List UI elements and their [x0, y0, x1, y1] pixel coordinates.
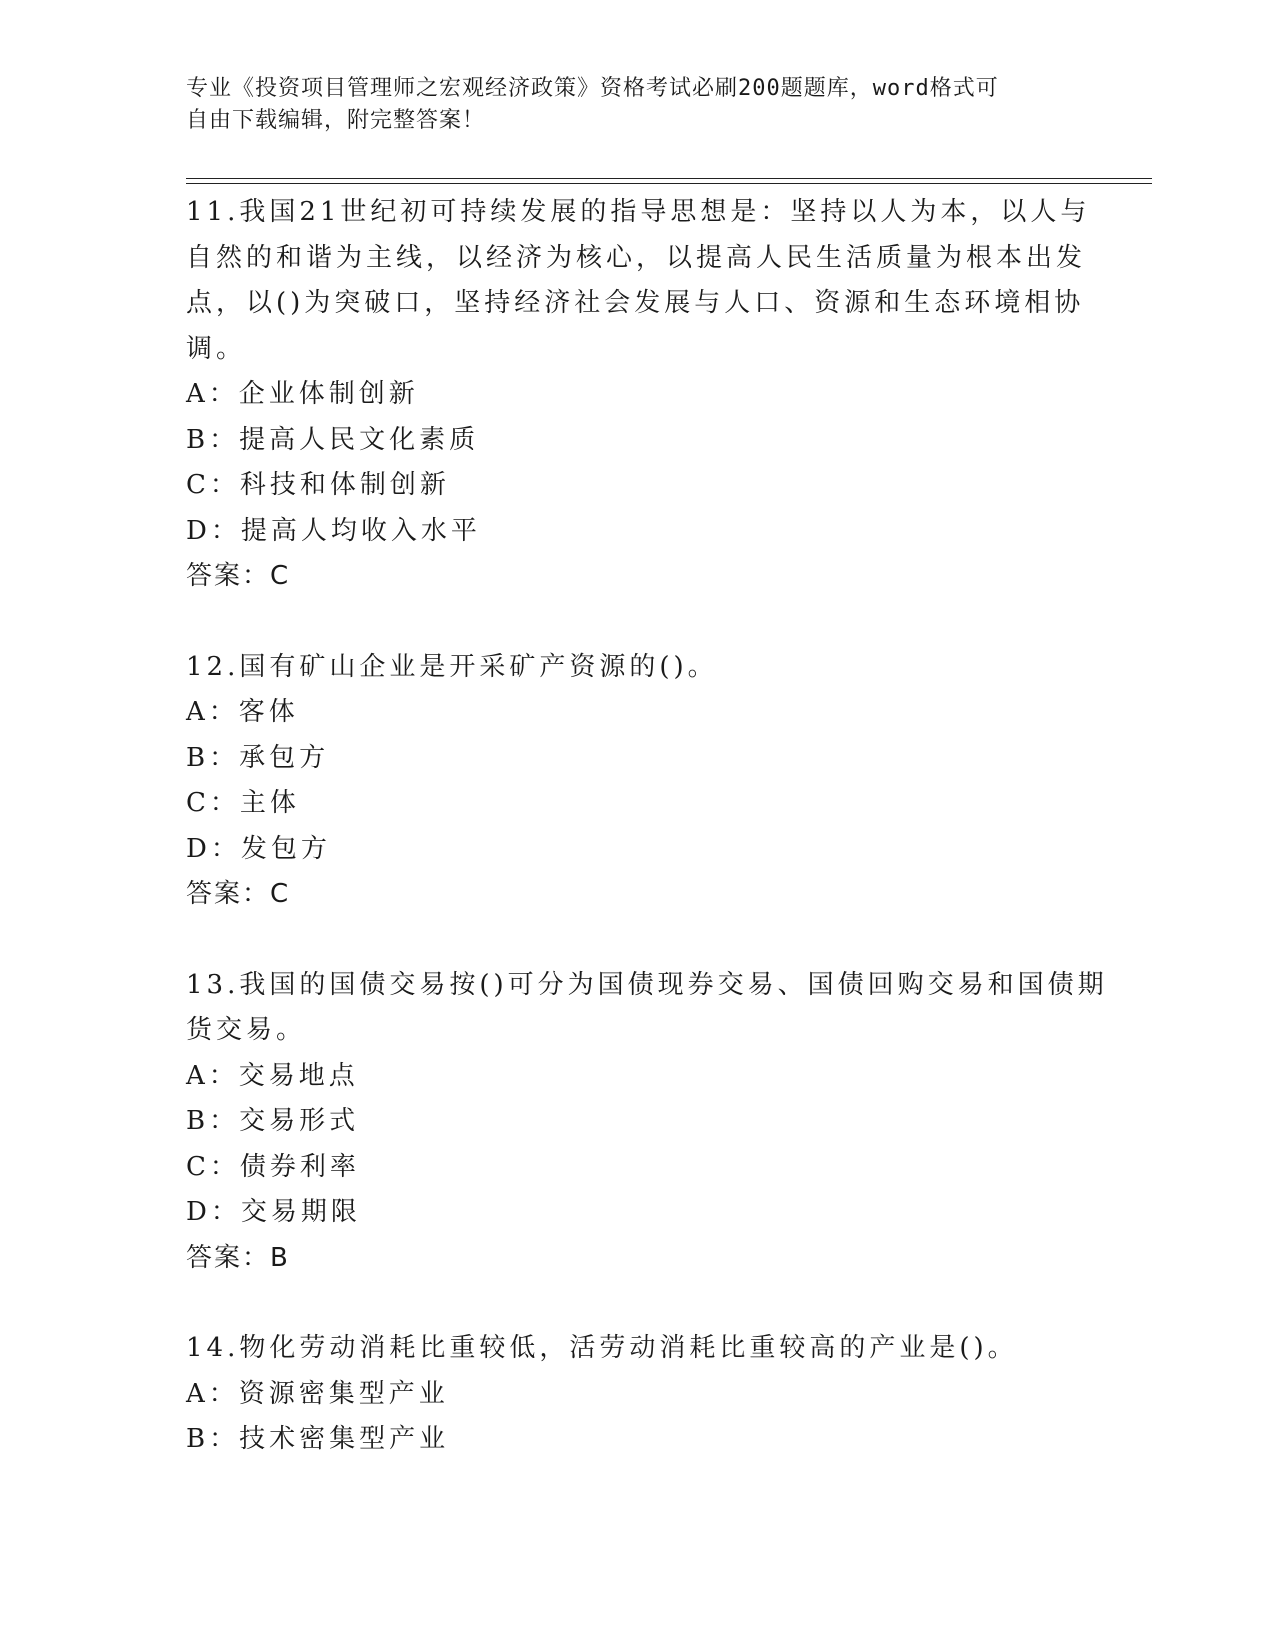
answer: 答案：B: [186, 1242, 290, 1273]
question-text-line: 12.国有矿山企业是开采矿产资源的()。: [186, 651, 718, 682]
option-d: D：提高人均收入水平: [186, 515, 481, 546]
header-line-2: 自由下载编辑，附完整答案！: [186, 108, 486, 133]
option-a: A：企业体制创新: [186, 379, 419, 409]
question-text-line: 货交易。: [186, 1015, 307, 1045]
question-text-line: 点，以()为突破口，坚持经济社会发展与人口、资源和生态环境相协: [186, 288, 1085, 318]
option-a: A：客体: [186, 697, 299, 727]
answer: 答案：C: [186, 561, 291, 591]
option-b: B：提高人民文化素质: [186, 424, 480, 455]
question-text-line: 14.物化劳动消耗比重较低，活劳动消耗比重较高的产业是()。: [186, 1333, 1018, 1363]
header-line-1: 专业《投资项目管理师之宏观经济政策》资格考试必刷200题题库，word格式可: [186, 76, 999, 101]
header-rule-top: [186, 178, 1152, 179]
option-b: B：技术密集型产业: [186, 1424, 450, 1454]
question-text-line: 13.我国的国债交易按()可分为国债现券交易、国债回购交易和国债期: [186, 969, 1108, 1000]
answer: 答案：C: [186, 879, 291, 909]
question-14: [186, 1326, 1086, 1463]
option-c: C：主体: [186, 788, 300, 818]
question-11: [186, 190, 1091, 600]
option-c: C：债券利率: [186, 1151, 360, 1182]
option-d: D：发包方: [186, 833, 331, 864]
option-b: B：交易形式: [186, 1106, 360, 1136]
question-13: [186, 963, 1108, 1282]
option-a: A：交易地点: [186, 1060, 359, 1091]
question-list: [186, 190, 1108, 1508]
option-a: A：资源密集型产业: [186, 1378, 449, 1409]
document-header: [186, 73, 1066, 137]
question-12: [186, 645, 1086, 918]
question-text-line: 调。: [186, 333, 247, 364]
question-text-line: 11.我国21世纪初可持续发展的指导思想是：坚持以人为本，以人与: [186, 197, 1091, 227]
header-rule-bottom: [186, 183, 1152, 184]
option-d: D：交易期限: [186, 1197, 361, 1227]
question-text-line: 自然的和谐为主线，以经济为核心，以提高人民生活质量为根本出发: [186, 242, 1087, 273]
option-c: C：科技和体制创新: [186, 470, 450, 500]
option-b: B：承包方: [186, 742, 330, 773]
